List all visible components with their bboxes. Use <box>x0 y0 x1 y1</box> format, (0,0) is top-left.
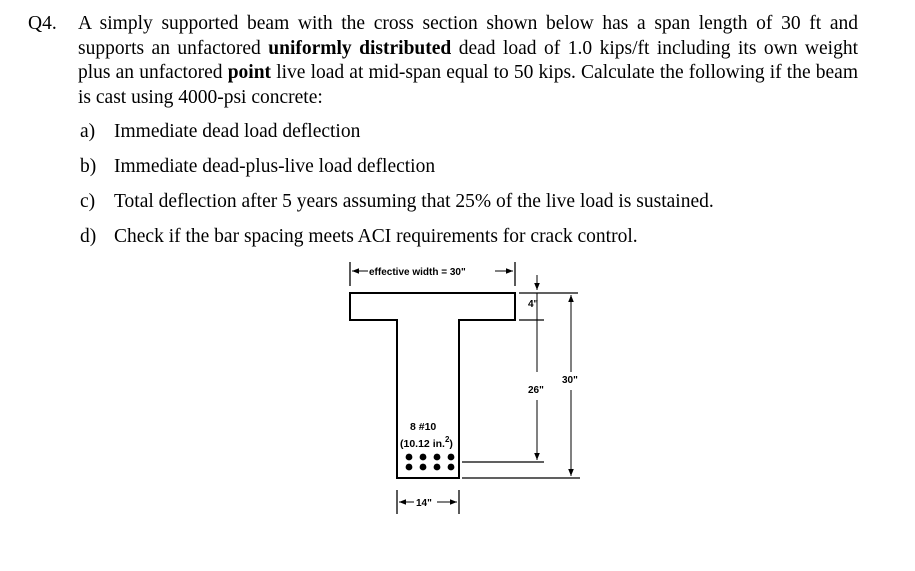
rebar-bar <box>406 464 413 471</box>
t-beam-outline <box>350 293 515 478</box>
rebar-bar <box>448 464 455 471</box>
rebar-group <box>406 454 455 471</box>
question-number: Q4. <box>28 13 57 34</box>
rebar-bar <box>420 464 427 471</box>
effective-depth-label: 26" <box>528 385 544 396</box>
web-width-dimension <box>397 490 459 514</box>
sub-question-c: c) Total deflection after 5 years assuming that 25% of the live load is sustained. <box>80 191 714 212</box>
effective-depth-dimension <box>528 293 544 460</box>
effective-width-label: effective width = 30" <box>369 267 466 278</box>
emphasis-point: point <box>227 62 272 83</box>
total-depth-label: 30" <box>562 375 578 386</box>
question-text: A simply supported beam with the cross section shown below has a span length of 30 ft and supports an unfactored uniformly distributed dead load of 1.0 kips/ft including its own weight plus an unfactored point live load at mid-span equal to 50 kips. Calculate the following if the beam is cast using 4000-psi concrete: <box>78 13 858 108</box>
rebar-bar <box>406 454 413 461</box>
emphasis-uniformly-distributed: uniformly distributed <box>268 37 452 59</box>
sub-question-d: d) Check if the bar spacing meets ACI requirements for crack control. <box>80 226 638 247</box>
effective-width-dimension <box>350 262 515 286</box>
flange-depth-label: 4" <box>528 299 539 310</box>
rebar-bar <box>434 454 441 461</box>
rebar-bar <box>434 464 441 471</box>
rebar-area-label: (10.12 in.$^2$) <box>400 435 453 450</box>
rebar-bar <box>448 454 455 461</box>
total-depth-dimension <box>562 295 578 476</box>
rebar-bar <box>420 454 427 461</box>
rebar-count-label: 8 #10 <box>410 421 437 433</box>
sub-question-a: a) Immediate dead load deflection <box>80 121 361 142</box>
sub-question-b: b) Immediate dead-plus-live load deflection <box>80 156 436 177</box>
web-width-label: 14" <box>416 498 432 509</box>
